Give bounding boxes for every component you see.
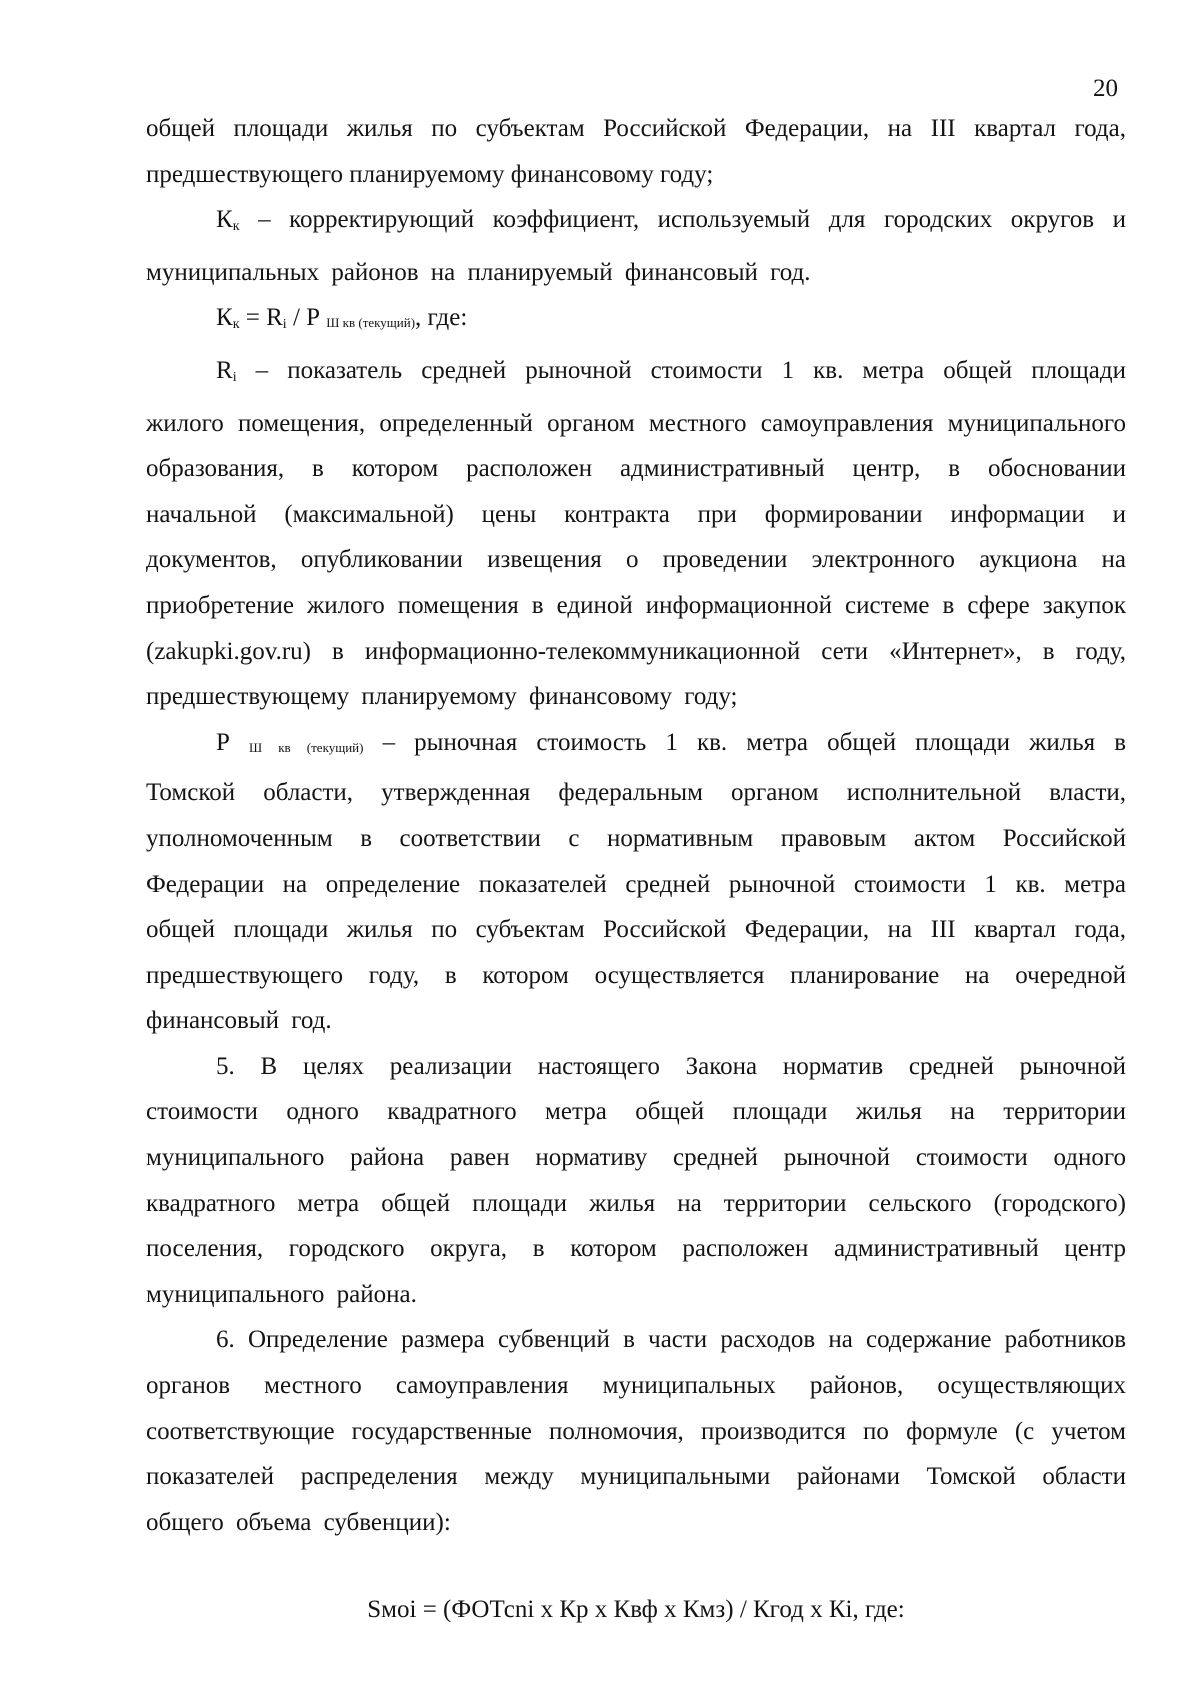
document-body	[146, 106, 1126, 1633]
formula-p: Р	[306, 304, 321, 332]
kk-formula	[146, 295, 1126, 348]
symbol-r-subscript: i	[232, 369, 237, 385]
formula-where: , где:	[415, 304, 468, 332]
formula-r: R	[266, 304, 283, 332]
symbol-k: К	[216, 206, 233, 234]
symbol-r: R	[216, 356, 233, 384]
page-number: 20	[1093, 75, 1118, 102]
formula-p-subscript: Ш кв (текущий)	[326, 315, 416, 331]
p-definition-text: – рыночная стоимость 1 кв. метра общей площади жилья в Томской области, утвержденная федеральным органом исполнительной власти, уполномоченным в соответствии с нормативным правовым актом Российской Федерации на определение показателей средней рыночной стоимости 1 кв. метра общей площади жилья по субъектам Российской Федерации, на III квартал года, предшествующего году, в котором осуществляется планирование на очередной финансовый год.	[146, 728, 1127, 1035]
formula-k: К	[216, 304, 233, 332]
paragraph-kk-definition	[146, 197, 1126, 295]
paragraph-p-definition	[146, 720, 1126, 1044]
kk-definition-text: – корректирующий коэффициент, используемый для городских округов и муниципальных районов на планируемый финансовый год.	[146, 206, 1127, 286]
paragraph-ri-definition	[146, 348, 1126, 720]
paragraph-item-5: 5. В целях реализации настоящего Закона норматив средней рыночной стоимости одного квадратного метра общей площади жилья на территории муниципального района равен нормативу средней рыночной стоимости одного квадратного метра общей площади жилья на территории сельского (городского) поселения, городского округа, в котором расположен административный центр муниципального района.	[146, 1052, 1126, 1308]
formula-k-subscript: к	[232, 317, 240, 333]
paragraph-continuation: общей площади жилья по субъектам Российской Федерации, на III квартал года, предшествующего планируемому финансовому году;	[146, 115, 1126, 188]
formula-r-subscript: i	[282, 317, 287, 333]
formula-equals: =	[239, 304, 267, 332]
formula-slash: /	[286, 304, 307, 332]
paragraph-item-6: 6. Определение размера субвенций в части расходов на содержание работников органов местного самоуправления муниципальных районов, осуществляющих соответствующие государственные полномочия, производится по формуле (с учетом показателей распределения между муниципальными районами Томской области общего объема субвенции):	[146, 1326, 1126, 1536]
symbol-p: Р	[216, 728, 230, 756]
symbol-p-subscript: Ш кв (текущий)	[249, 739, 364, 755]
ri-definition-text: – показатель средней рыночной стоимости 1 кв. метра общей площади жилого помещения, определенный органом местного самоуправления муниципального образования, в котором расположен административный центр, в обосновании начальной (максимальной) цены контракта при формировании информации и документов, опубликовании извещения о проведении электронного аукциона на приобретение жилого помещения в единой информационной системе в сфере закупок (zakupki.gov.ru) в информационно-телекоммуникационной сети «Интернет», в году, предшествующему планируемому финансовому году;	[146, 356, 1126, 711]
main-formula: Sмoi = (ФОТсnі х Кр х Квф х Кмз) / Кгод х Кі, где:	[367, 1596, 905, 1624]
symbol-k-subscript: к	[232, 219, 240, 235]
